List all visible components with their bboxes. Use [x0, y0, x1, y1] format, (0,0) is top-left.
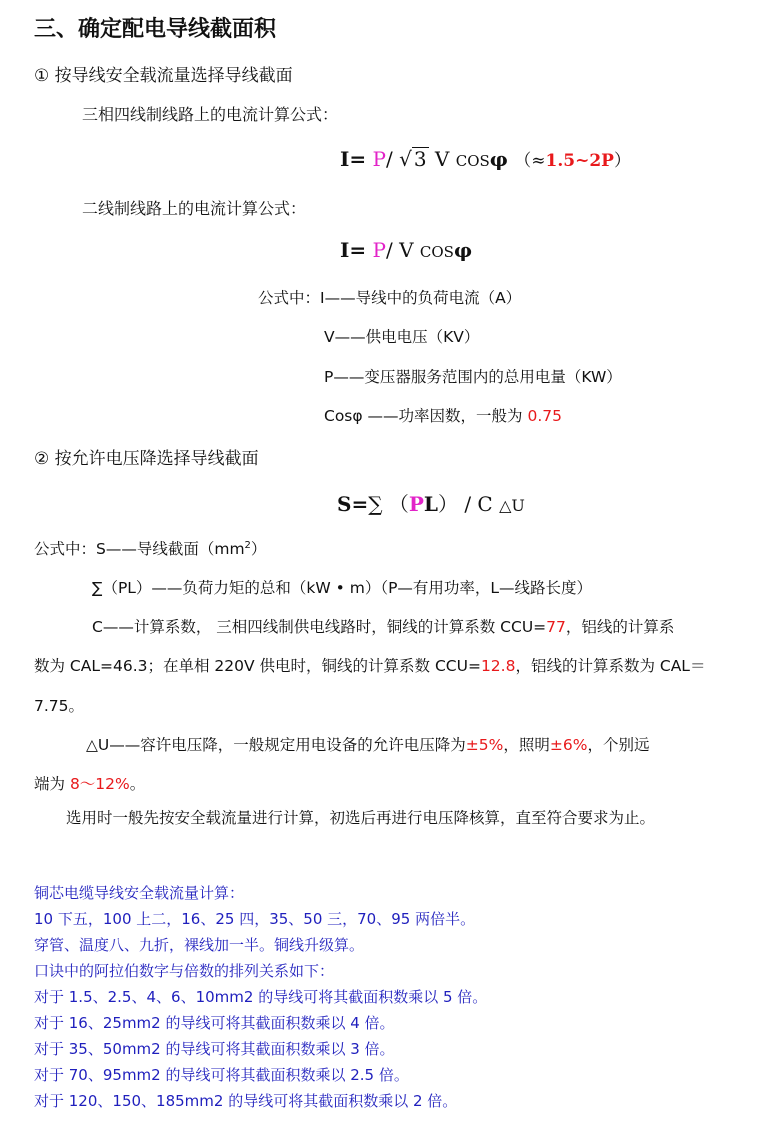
coefficient-line-1-a: C——计算系数， 三相四线制供电线路时，铜线的计算系数 CCU= [92, 618, 547, 636]
legend-voltage: V——供电电压（KV） [324, 328, 480, 346]
section-1-title: ① 按导线安全载流量选择导线截面 [34, 66, 293, 86]
formula-lhs: S= [337, 492, 369, 516]
formula-power: P [372, 238, 386, 262]
formula-length: L [423, 492, 438, 516]
voltage-drop-equipment-value: ±5% [465, 736, 504, 754]
voltage-drop-line-1 [86, 733, 649, 755]
formula-phi: φ [453, 238, 473, 262]
voltage-drop-lighting-value: ±6% [549, 736, 588, 754]
coefficient-line-1-b: ，铝线的计算系 [565, 618, 675, 636]
paren-close: ） [437, 492, 458, 516]
copper-rule-line: 10 下五，100 上二，16、25 四，35、50 三，70、95 两倍半。 [34, 910, 476, 928]
legend-current: 公式中：I——导线中的负荷电流（A） [258, 289, 522, 307]
voltage-drop-remote-value: 8～12% [69, 775, 130, 793]
copper-rule-line: 对于 35、50mm2 的导线可将其截面积数乘以 3 倍。 [34, 1040, 395, 1058]
approx-close: ） [613, 151, 631, 171]
formula-cos: COS [455, 152, 490, 170]
copper-rule-line: 穿管、温度八、九折，裸线加一半。铜线升级算。 [34, 936, 365, 954]
approx-value: 1.5~2P [545, 151, 614, 171]
two-wire-formula-label: 二线制线路上的电流计算公式： [82, 199, 307, 218]
voltage-drop-line-2 [34, 772, 145, 794]
formula-lhs: I= [340, 147, 367, 171]
root-sign: √ [399, 147, 412, 171]
formula-power: P [372, 147, 386, 171]
coefficient-line-1 [92, 615, 674, 637]
ccu-three-phase-value: 77 [546, 618, 566, 636]
section-2-title: ② 按允许电压降选择导线截面 [34, 449, 259, 469]
ccu-single-phase-value: 12.8 [480, 657, 516, 675]
legend-cross-section-sup: 2 [244, 539, 251, 551]
legend-power-factor [324, 404, 562, 426]
root-value: 3 [413, 147, 427, 171]
coefficient-line-2-b: ，铝线的计算系数为 CAL＝ [515, 657, 706, 675]
copper-rule-line: 对于 120、150、185mm2 的导线可将其截面积数乘以 2 倍。 [34, 1092, 458, 1110]
three-phase-formula-label: 三相四线制线路上的电流计算公式： [82, 105, 339, 124]
voltage-drop-line-2-a: 端为 [34, 775, 70, 793]
voltage-drop-line-2-b: 。 [129, 775, 146, 793]
paren-open: （ [388, 492, 409, 516]
copper-rule-line: 口诀中的阿拉伯数字与倍数的排列关系如下： [34, 962, 335, 980]
formula-coefficient: / C [464, 492, 493, 516]
voltage-drop-line-1-c: ，个别远 [587, 736, 650, 754]
summary-text: 选用时一般先按安全载流量进行计算，初选后再进行电压降核算，直至符合要求为止。 [66, 809, 656, 827]
formula-voltage: V [434, 147, 450, 171]
three-phase-current-formula [340, 146, 631, 171]
approx-open: （≈ [514, 151, 546, 171]
legend-power: P——变压器服务范围内的总用电量（KW） [324, 368, 622, 386]
voltage-drop-line-1-a: △U——容许电压降，一般规定用电设备的允许电压降为 [86, 736, 466, 754]
formula-power: P [408, 492, 424, 516]
two-wire-current-formula [340, 238, 472, 262]
copper-rule-line: 对于 1.5、2.5、4、6、10mm2 的导线可将其截面积数乘以 5 倍。 [34, 988, 488, 1006]
legend-cross-section-text: 公式中：S——导线截面（mm [34, 540, 245, 558]
formula-phi: φ [489, 147, 508, 171]
sigma-symbol: ∑ [368, 492, 383, 516]
legend-cross-section-end: ） [250, 540, 267, 558]
sqrt-symbol [399, 147, 428, 171]
delta-u: △U [499, 496, 525, 515]
power-factor-value: 0.75 [527, 407, 562, 425]
coefficient-line-2-a: 数为 CAL=46.3；在单相 220V 供电时，铜线的计算系数 CCU= [34, 657, 481, 675]
legend-power-factor-text: Cosφ ——功率因数，一般为 [324, 407, 528, 425]
voltage-drop-line-1-b: ，照明 [503, 736, 550, 754]
copper-rule-line: 对于 70、95mm2 的导线可将其截面积数乘以 2.5 倍。 [34, 1066, 409, 1084]
legend-load-moment: ∑（PL）——负荷力矩的总和（kW • m）（P—有用功率，L—线路长度） [92, 579, 593, 597]
page-title: 三、确定配电导线截面积 [34, 17, 277, 42]
formula-cos: COS [419, 243, 454, 261]
copper-rule-line: 铜芯电缆导线安全载流量计算： [34, 884, 245, 902]
coefficient-line-3: 7.75。 [34, 697, 85, 715]
copper-rule-line: 对于 16、25mm2 的导线可将其截面积数乘以 4 倍。 [34, 1014, 395, 1032]
coefficient-line-2 [34, 654, 705, 676]
formula-voltage: V [399, 238, 414, 262]
formula-slash: / [385, 238, 393, 262]
formula-slash: / [385, 147, 393, 171]
legend-cross-section [34, 537, 266, 559]
formula-lhs: I= [340, 238, 367, 262]
cross-section-formula [337, 488, 525, 517]
